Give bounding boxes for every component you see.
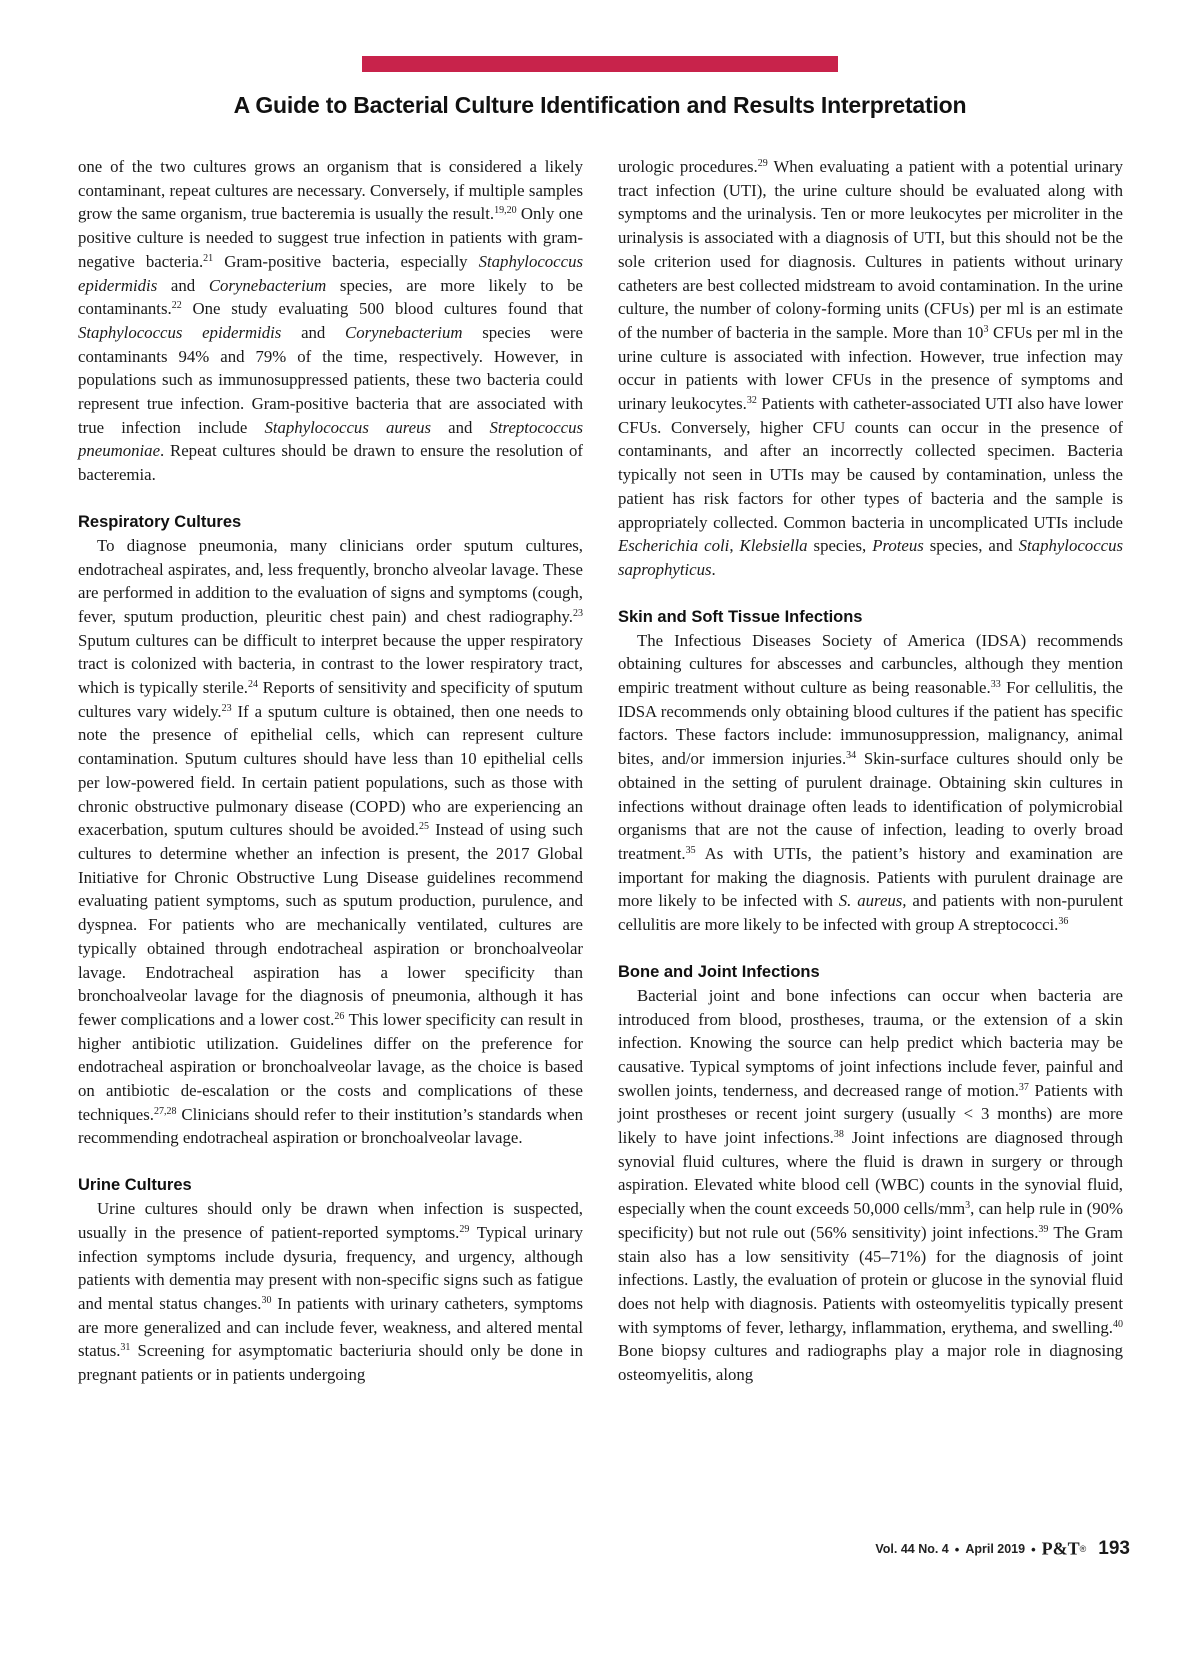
citation: 33: [990, 679, 1001, 691]
heading-skin-soft-tissue: Skin and Soft Tissue Infections: [618, 607, 863, 626]
registered-mark: ®: [1079, 1544, 1087, 1554]
journal-name: P&T: [1041, 1538, 1080, 1559]
citation: 32: [746, 395, 757, 407]
citation: 35: [685, 844, 696, 856]
citation: 23: [221, 702, 232, 714]
citation: 37: [1018, 1081, 1029, 1093]
footer-date: April 2019: [965, 1542, 1026, 1556]
footer-issue: Vol. 44 No. 4: [875, 1542, 949, 1556]
citation: 23: [573, 607, 583, 619]
page-number: 193: [1098, 1538, 1130, 1559]
citation: 26: [334, 1010, 345, 1022]
right-column: [618, 155, 1123, 1387]
citation: 21: [203, 252, 214, 264]
citation: 30: [261, 1294, 272, 1306]
exponent: 3: [965, 1200, 971, 1212]
citation: 34: [846, 750, 857, 762]
citation: 24: [247, 679, 258, 691]
citation: 31: [120, 1342, 131, 1354]
citation: 19,20: [494, 205, 517, 217]
heading-urine-cultures: Urine Cultures: [78, 1176, 192, 1195]
citation: 27,28: [153, 1105, 177, 1117]
heading-respiratory-cultures: Respiratory Cultures: [78, 512, 242, 531]
citation: 39: [1038, 1223, 1049, 1235]
footer-separator: •: [954, 1541, 960, 1557]
citation: 29: [459, 1223, 470, 1235]
running-title: A Guide to Bacterial Culture Identification and Results Interpretation: [233, 92, 967, 118]
paragraph-blood-cultures-continued: one of the two cultures grows an organism that is considered a likely contaminant, repeat cultures are necessary. Conversely, if multiple samples grow the same organism, true bacteremia is usually the result.$^{19,20}$ Only one positive culture is needed to suggest true infection in patients with gram-negative bacteria.$^{21}$ Gram-positive bacteria, especially Staphylococcus epidermidis and Corynebacterium species, are more likely to be contaminants.$^{22}$ One study evaluating 500 blood cultures found that Staphylococcus epidermidis and Corynebacterium species were contaminants 94% and 79% of the time, respectively. However, in populations such as immunosuppressed patients, these two bacteria could represent true infection. Gram-positive bacteria that are associated with true infection include Staphylococcus aureus and Streptococcus pneumoniae. Repeat cultures should be drawn to ensure the resolution of bacteremia.: [78, 157, 584, 485]
citation: 25: [418, 821, 429, 833]
citation: 36: [1058, 916, 1069, 928]
paragraph-urine-cultures: Urine cultures should only be drawn when infection is suspected, usually in the presence of patient-reported symptoms.$^{29}$ Typical urinary infection symptoms include dysuria, frequency, and urgency, although patients with dementia may present with non-specific signs such as fatigue and mental status changes.$^{30}$ In patients with urinary catheters, symptoms are more generalized and can include fever, weakness, and altered mental status.$^{31}$ Screening for asymptomatic bacteriuria should only be done in pregnant patients or in patients undergoing: [78, 1199, 584, 1385]
paragraph-skin-soft-tissue: The Infectious Diseases Society of America (IDSA) recommends obtaining cultures for abscesses and carbuncles, although they mention empiric treatment without culture as being reasonable.$^{33}$ For cellulitis, the IDSA recommends only obtaining blood cultures if the patient has specific factors. These factors include: immunosuppression, malignancy, animal bites, and/or immersion injuries.$^{34}$ Skin-surface cultures should only be obtained in the setting of purulent drainage. Obtaining skin cultures in infections without drainage often leads to identification of polymicrobial organisms that are not the cause of infection, leading to overly broad treatment.$^{35}$ As with UTIs, the patient’s history and examination are important for making the diagnosis. Patients with purulent drainage are more likely to be infected with S. aureus, and patients with non-purulent cellulitis are more likely to be infected with group A streptococci.$^{36}$: [618, 630, 1123, 935]
exponent: 3: [983, 323, 989, 335]
citation: 38: [833, 1129, 844, 1141]
citation: 40: [1113, 1318, 1123, 1330]
accent-bar: [362, 56, 838, 72]
paragraph-urine-cultures-continued: urologic procedures.$^{29}$ When evaluating a patient with a potential urinary tract infection (UTI), the urine culture should be evaluated along with symptoms and the urinalysis. Ten or more leukocytes per microliter in the urinalysis is associated with a diagnosis of UTI, but this should not be the sole criterion used for diagnosis. Cultures in patients without urinary catheters are best collected midstream to avoid contamination. In the urine culture, the number of colony-forming units (CFUs) per ml is an estimate of the number of bacteria in the sample. More than $10^3$ CFUs per ml in the urine culture is associated with infection. However, true infection may occur in patients with lower CFUs in the presence of symptoms and urinary leukocytes.$^{32}$ Patients with catheter-associated UTI also have lower CFUs. Conversely, higher CFU counts can occur in the presence of contaminants, and after an incorrectly collected specimen. Bacteria typically not seen in UTIs may be caused by contamination, unless the patient has risk factors for other types of bacteria and the sample is appropriately collected. Common bacteria in uncomplicated UTIs include Escherichia coli, Klebsiella species, Proteus species, and Staphylococcus saprophyticus.: [618, 157, 1124, 579]
citation: 22: [171, 300, 182, 312]
page-footer: [780, 1538, 1130, 1564]
paragraph-bone-joint: Bacterial joint and bone infections can occur when bacteria are introduced from blood, prostheses, trauma, or the extension of a skin infection. Knowing the source can help predict which bacteria may be causative. Typical symptoms of joint infections include fever, painful and swollen joints, tenderness, and decreased range of motion.$^{37}$ Patients with joint prostheses or recent joint surgery (usually < 3 months) are more likely to have joint infections.$^{38}$ Joint infections are diagnosed through synovial fluid cultures, where the fluid is drawn in surgery or through aspiration. Elevated white blood cell (WBC) counts in the synovial fluid, especially when the count exceeds 50,000 cells/$mm^3$, can help rule in (90% specificity) but not rule out (56% sensitivity) joint infections.$^{39}$ The Gram stain also has a low sensitivity (45–71%) for the diagnosis of joint infections. Lastly, the evaluation of protein or glucose in the synovial fluid does not help with diagnosis. Patients with osteomyelitis typically present with symptoms of fever, lethargy, inflammation, erythema, and swelling.$^{40}$ Bone biopsy cultures and radiographs play a major role in diagnosing osteomyelitis, along: [618, 985, 1124, 1385]
citation: 29: [757, 158, 768, 169]
heading-bone-joint: Bone and Joint Infections: [618, 962, 820, 981]
paragraph-respiratory-cultures: To diagnose pneumonia, many clinicians order sputum cultures, endotracheal aspirates, and, less frequently, broncho alveolar lavage. These are performed in addition to the evaluation of signs and symptoms (cough, fever, sputum production, pleuritic chest pain) and chest radiography.$^{23}$ Sputum cultures can be difficult to interpret because the upper respiratory tract is colonized with bacteria, in contrast to the lower respiratory tract, which is typically sterile.$^{24}$ Reports of sensitivity and specificity of sputum cultures vary widely.$^{23}$ If a sputum culture is obtained, then one needs to note the presence of epithelial cells, which can represent culture contamination. Sputum cultures should have less than 10 epithelial cells per low-powered field. In certain patient populations, such as those with chronic obstructive pulmonary disease (COPD) who are experiencing an exacerbation, sputum cultures should be avoided.$^{25}$ Instead of using such cultures to determine whether an infection is present, the 2017 Global Initiative for Chronic Obstructive Lung Disease guidelines recommend evaluating patient symptoms, such as sputum production, purulence, and dyspnea. For patients who are mechanically ventilated, cultures are typically obtained through endotracheal aspiration or bronchoalveolar lavage. Endotracheal aspiration has a lower specificity than bronchoalveolar lavage for the diagnosis of pneumonia, although it has fewer complications and a lower cost.$^{26}$ This lower specificity can result in higher antibiotic utilization. Guidelines differ on the preference for endotracheal aspiration or bronchoalveolar lavage, as the choice is based on antibiotic de-escalation or the costs and complications of these techniques.$^{27,28}$ Clinicians should refer to their institution’s standards when recommending endotracheal aspiration or bronchoalveolar lavage.: [78, 535, 583, 1148]
left-column: [78, 155, 583, 1387]
footer-separator: •: [1031, 1541, 1036, 1557]
